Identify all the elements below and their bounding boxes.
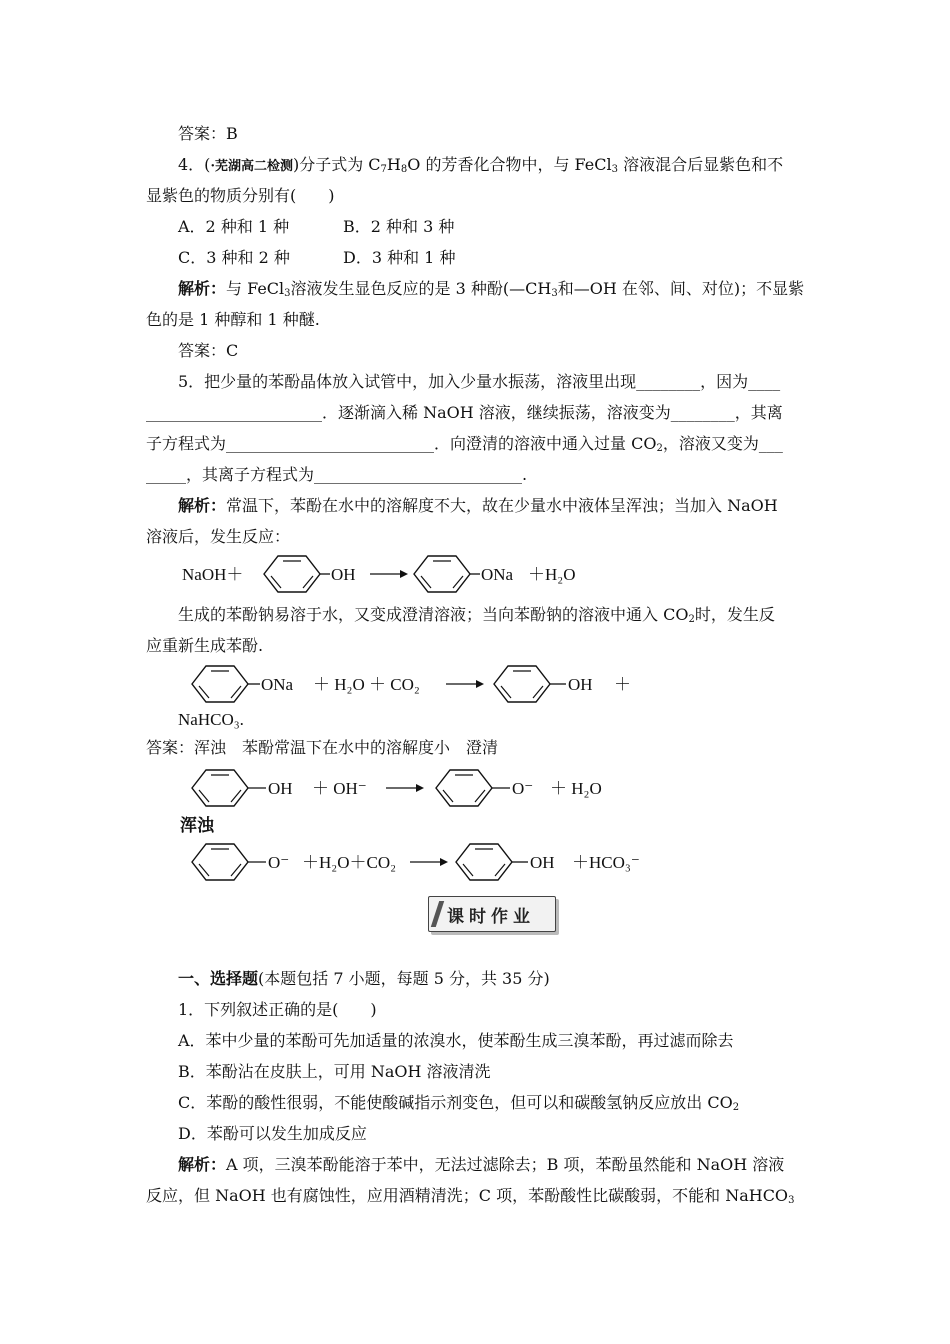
section-q1-option-b: B．苯酚沾在皮肤上，可用 NaOH 溶液清洗 bbox=[178, 1062, 491, 1081]
benzene-ring-icon bbox=[494, 666, 550, 702]
benzene-ring-icon bbox=[192, 666, 248, 702]
option-a: A．2 种和 1 种 bbox=[178, 217, 290, 236]
question-5-line2: ______________________．逐渐滴入稀 NaOH 溶液，继续振荡，溶液变为________，其离 bbox=[146, 403, 783, 422]
section-title: 一、选择题(本题包括 7 小题，每题 5 分，共 35 分) bbox=[178, 969, 550, 988]
reaction-arrow-icon bbox=[410, 858, 448, 866]
question-5-analysis-line3: 生成的苯酚钠易溶于水，又变成澄清溶液；当向苯酚钠的溶液中通入 $CO_2$时，发生反 bbox=[178, 605, 775, 625]
question-4-options-row2 bbox=[178, 247, 811, 269]
question-4-line1: 4．(·芜湖高二检测)分子式为 $C_7H_8O$ 的芳香化合物中，与 FeCl$_3$ 溶液混合后显紫色和不 bbox=[178, 155, 784, 175]
turbid-label: 浑浊 bbox=[180, 816, 214, 836]
question-source: ·芜湖高二检测 bbox=[210, 159, 293, 174]
benzene-ring-icon bbox=[192, 844, 248, 880]
svg-text:＋ H₂O ＋ CO₂: ＋ H₂O ＋ CO₂ bbox=[313, 675, 420, 694]
section-q1-analysis-line1: 解析：A 项，三溴苯酚能溶于苯中，无法过滤除去；B 项，苯酚虽然能和 NaOH 溶液 bbox=[178, 1155, 785, 1174]
reactant-naoh: NaOH＋ bbox=[182, 565, 244, 584]
svg-text:O⁻: O⁻ bbox=[268, 853, 290, 872]
benzene-ring-icon bbox=[456, 844, 512, 880]
section-q1-option-d: D．苯酚可以发生加成反应 bbox=[178, 1124, 367, 1143]
question-5-analysis-line4: 应重新生成苯酚. bbox=[146, 636, 264, 655]
svg-text:＋: ＋ bbox=[614, 675, 631, 694]
benzene-ring-icon bbox=[192, 770, 248, 806]
svg-text:ONa: ONa bbox=[261, 675, 294, 694]
question-4-line2: 显紫色的物质分别有( ) bbox=[146, 186, 335, 205]
question-5-analysis-line1: 解析：常温下，苯酚在水中的溶解度不大，故在少量水中液体呈浑浊；当加入 NaOH bbox=[178, 496, 778, 515]
question-4-analysis-line1: 解析：与 FeCl$_3$溶液发生显色反应的是 3 种酚($—CH_3$和—OH 在邻、间、对位)；不显紫 bbox=[178, 279, 805, 299]
reaction-phenol-hydroxide bbox=[178, 766, 638, 810]
svg-text:＋ H₂O: ＋ H₂O bbox=[550, 779, 602, 798]
benzene-ring-icon bbox=[414, 556, 470, 592]
svg-text:O⁻: O⁻ bbox=[512, 779, 534, 798]
svg-text:OH: OH bbox=[268, 779, 293, 798]
question-5-answer: 答案：浑浊 苯酚常温下在水中的溶解度小 澄清 bbox=[146, 738, 499, 757]
homework-badge bbox=[428, 896, 556, 932]
reaction-phenoxide-co2 bbox=[178, 662, 648, 706]
question-5-line4: _____，其离子方程式为__________________________. bbox=[146, 465, 528, 484]
question-5-line3: 子方程式为__________________________．向澄清的溶液中通入过量 $CO_2$，溶液又变为___ bbox=[146, 434, 783, 454]
section-q1-option-c: C．苯酚的酸性很弱，不能使酸碱指示剂变色，但可以和碳酸氢钠反应放出 $CO_2$ bbox=[178, 1093, 740, 1113]
reaction-arrow-icon bbox=[386, 784, 424, 792]
question-5-analysis-line2: 溶液后，发生反应： bbox=[146, 527, 291, 546]
section-q1-analysis-line2: 反应，但 NaOH 也有腐蚀性，应用酒精清洗；C 项，苯酚酸性比碳酸弱，不能和 NaHCO$_3$ bbox=[146, 1186, 795, 1206]
badge-slash-icon bbox=[431, 901, 444, 927]
question-4-answer: 答案：C bbox=[178, 341, 239, 360]
svg-text:OH: OH bbox=[530, 853, 555, 872]
svg-text:OH: OH bbox=[331, 565, 356, 584]
question-5-line1: 5．把少量的苯酚晶体放入试管中，加入少量水振荡，溶液里出现________，因为____ bbox=[178, 372, 781, 391]
svg-text:＋H₂O: ＋H₂O bbox=[528, 565, 576, 584]
svg-text:OH: OH bbox=[568, 675, 593, 694]
option-d: D．3 种和 1 种 bbox=[343, 248, 456, 267]
section-q1: 1．下列叙述正确的是( ) bbox=[178, 1000, 377, 1019]
reaction-phenol-naoh bbox=[178, 552, 598, 596]
benzene-ring-icon bbox=[264, 556, 320, 592]
option-b: B．2 种和 3 种 bbox=[343, 217, 455, 236]
badge-label: 课时作业 bbox=[447, 907, 535, 927]
section-q1-option-a: A．苯中少量的苯酚可先加适量的浓溴水，使苯酚生成三溴苯酚，再过滤而除去 bbox=[178, 1031, 734, 1050]
svg-text:＋ OH⁻: ＋ OH⁻ bbox=[312, 779, 367, 798]
question-4-options-row1 bbox=[178, 216, 811, 238]
benzene-ring-icon bbox=[436, 770, 492, 806]
reaction-arrow-icon bbox=[446, 680, 484, 688]
option-c: C．3 种和 2 种 bbox=[178, 248, 290, 267]
reaction-arrow-icon bbox=[370, 570, 408, 578]
question-4-analysis-line2: 色的是 1 种醇和 1 种醚. bbox=[146, 310, 320, 329]
svg-text:＋H₂O＋CO₂: ＋H₂O＋CO₂ bbox=[302, 853, 397, 872]
svg-text:＋HCO₃⁻: ＋HCO₃⁻ bbox=[572, 853, 640, 872]
product-nahco3: NaHCO₃. bbox=[178, 710, 244, 729]
svg-text:ONa: ONa bbox=[481, 565, 514, 584]
reaction-phenoxide-carbonic bbox=[178, 840, 648, 884]
answer-q3: 答案：B bbox=[178, 124, 238, 143]
